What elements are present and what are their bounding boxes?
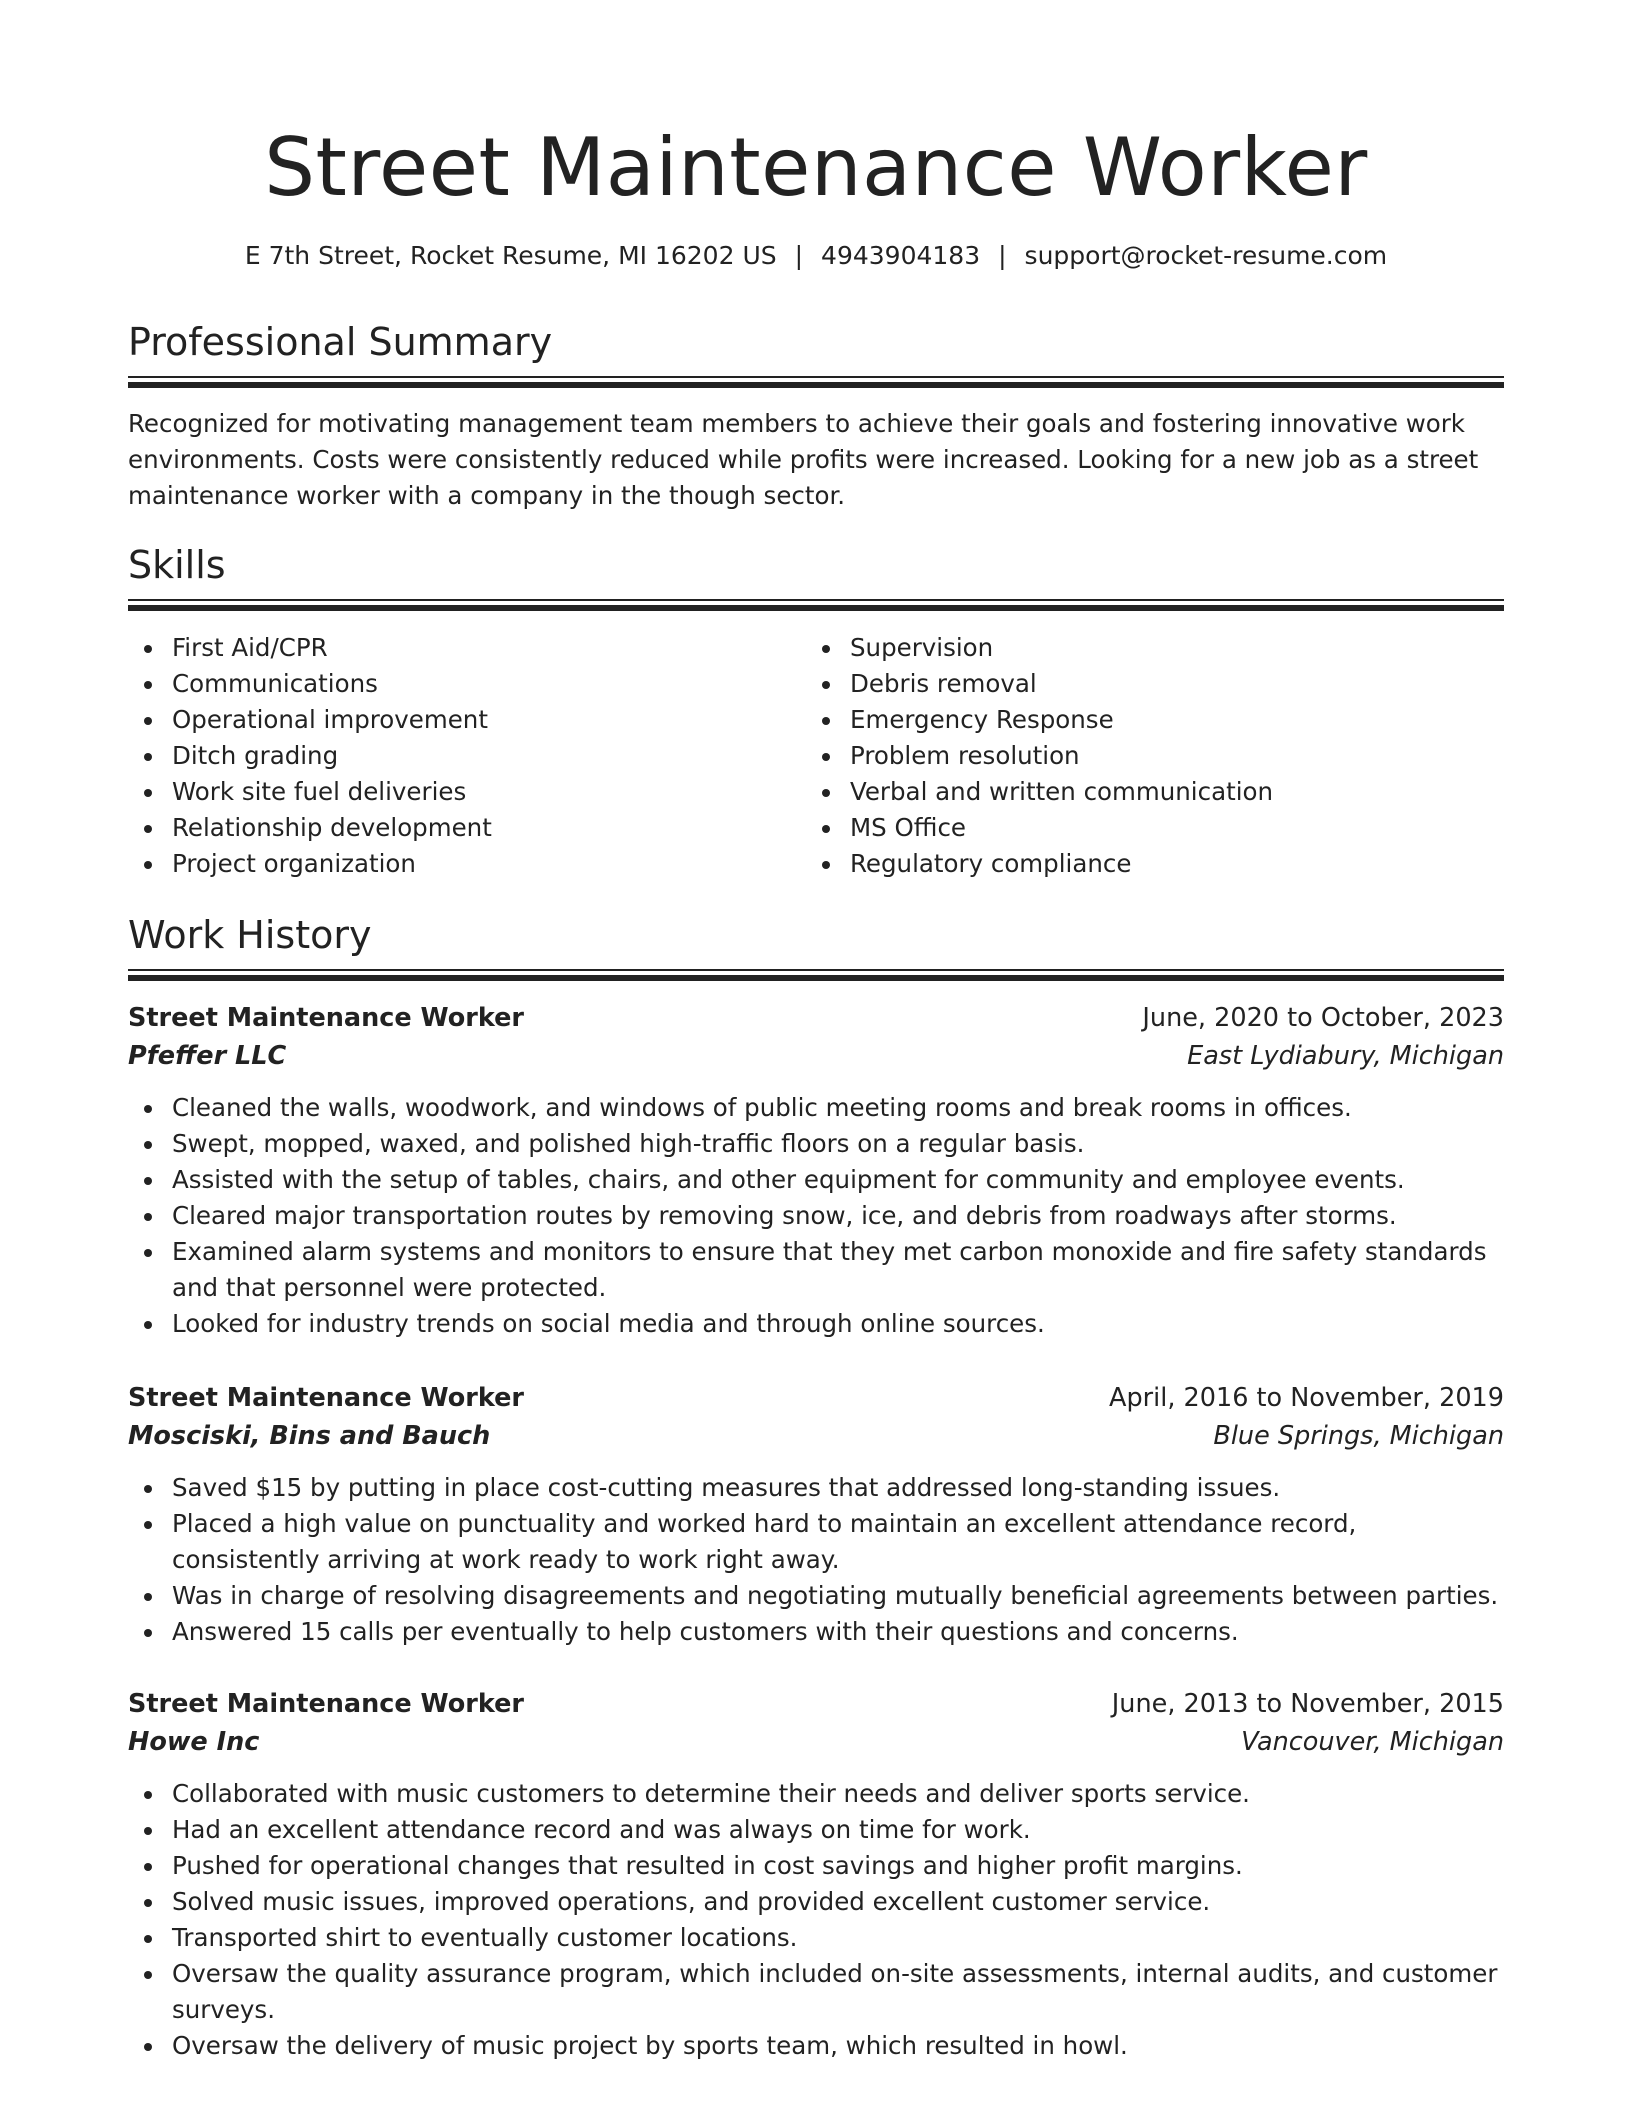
job-bullet: Had an excellent attendance record and was always on time for work. xyxy=(128,1812,1504,1848)
job-bullet: Was in charge of resolving disagreements and negotiating mutually beneficial agreements between parties. xyxy=(128,1578,1504,1614)
job-bullet: Examined alarm systems and monitors to ensure that they met carbon monoxide and fire safety standards and that personnel were protected. xyxy=(128,1234,1504,1306)
skill-item: Relationship development xyxy=(128,810,788,846)
job-location: Vancouver, Michigan xyxy=(1241,1727,1504,1757)
skills-list-left xyxy=(128,630,788,882)
job-bullet: Looked for industry trends on social media and through online sources. xyxy=(128,1306,1504,1342)
job-bullet: Solved music issues, improved operations, and provided excellent customer service. xyxy=(128,1884,1504,1920)
contact-line xyxy=(128,238,1504,274)
resume-name: Street Maintenance Worker xyxy=(264,121,1368,214)
skill-item: Debris removal xyxy=(806,666,1466,702)
job-bullets xyxy=(128,1776,1504,2064)
job-bullet: Oversaw the delivery of music project by sports team, which resulted in howl. xyxy=(128,2028,1504,2064)
skill-item: Work site fuel deliveries xyxy=(128,774,788,810)
job-location: East Lydiabury, Michigan xyxy=(1187,1041,1504,1071)
job-location: Blue Springs, Michigan xyxy=(1213,1421,1504,1451)
job-bullets xyxy=(128,1470,1504,1650)
job-bullet: Pushed for operational changes that resulted in cost savings and higher profit margins. xyxy=(128,1848,1504,1884)
skill-item: Problem resolution xyxy=(806,738,1466,774)
job-bullet: Cleared major transportation routes by removing snow, ice, and debris from roadways after storms. xyxy=(128,1198,1504,1234)
job-entry xyxy=(128,1000,1504,1342)
contact-phone: 4943904183 xyxy=(821,241,981,270)
summary-text: Recognized for motivating management team members to achieve their goals and fostering innovative work environments. Costs were consistently reduced while profits were increased. Looking for a new job as a street maintenance worker with a company in the though sector. xyxy=(128,409,1479,510)
job-bullet: Cleaned the walls, woodwork, and windows of public meeting rooms and break rooms in offices. xyxy=(128,1090,1504,1126)
job-company: Mosciski, Bins and Bauch xyxy=(128,1421,491,1451)
skill-item: MS Office xyxy=(806,810,1466,846)
contact-separator: | xyxy=(794,241,804,270)
job-bullet: Collaborated with music customers to determine their needs and deliver sports service. xyxy=(128,1776,1504,1812)
job-bullet: Swept, mopped, waxed, and polished high-traffic floors on a regular basis. xyxy=(128,1126,1504,1162)
job-bullet: Saved $15 by putting in place cost-cutting measures that addressed long-standing issues. xyxy=(128,1470,1504,1506)
section-divider xyxy=(128,599,1504,609)
job-company: Pfeffer LLC xyxy=(128,1041,287,1071)
skill-item: Project organization xyxy=(128,846,788,882)
job-dates: June, 2020 to October, 2023 xyxy=(1142,1003,1504,1033)
contact-address: E 7th Street, Rocket Resume, MI 16202 US xyxy=(244,241,777,270)
job-bullet: Oversaw the quality assurance program, which included on-site assessments, internal audits, and customer surveys. xyxy=(128,1956,1504,2028)
job-dates: April, 2016 to November, 2019 xyxy=(1109,1383,1504,1413)
section-title-work-history: Work History xyxy=(128,913,372,957)
job-bullet: Assisted with the setup of tables, chairs, and other equipment for community and employee events. xyxy=(128,1162,1504,1198)
skill-item: Regulatory compliance xyxy=(806,846,1466,882)
job-bullets xyxy=(128,1090,1504,1342)
job-entry xyxy=(128,1686,1504,2064)
job-company: Howe Inc xyxy=(128,1727,260,1757)
skill-item: First Aid/CPR xyxy=(128,630,788,666)
section-divider xyxy=(128,969,1504,979)
job-entry xyxy=(128,1380,1504,1650)
skill-item: Communications xyxy=(128,666,788,702)
job-title: Street Maintenance Worker xyxy=(128,1689,525,1719)
job-bullet: Placed a high value on punctuality and worked hard to maintain an excellent attendance record, consistently arriving at work ready to work right away. xyxy=(128,1506,1504,1578)
skill-item: Verbal and written communication xyxy=(806,774,1466,810)
contact-email: support@rocket-resume.com xyxy=(1024,241,1388,270)
section-title-skills: Skills xyxy=(128,543,226,587)
skill-item: Ditch grading xyxy=(128,738,788,774)
job-title: Street Maintenance Worker xyxy=(128,1003,525,1033)
contact-separator: | xyxy=(998,241,1007,270)
skills-list-right xyxy=(806,630,1466,882)
skill-item: Emergency Response xyxy=(806,702,1466,738)
section-title-summary: Professional Summary xyxy=(128,320,553,364)
skill-item: Supervision xyxy=(806,630,1466,666)
skill-item: Operational improvement xyxy=(128,702,788,738)
job-dates: June, 2013 to November, 2015 xyxy=(1111,1689,1504,1719)
job-bullet: Transported shirt to eventually customer locations. xyxy=(128,1920,1504,1956)
job-bullet: Answered 15 calls per eventually to help customers with their questions and concerns. xyxy=(128,1614,1504,1650)
section-divider xyxy=(128,376,1504,386)
job-title: Street Maintenance Worker xyxy=(128,1383,525,1413)
